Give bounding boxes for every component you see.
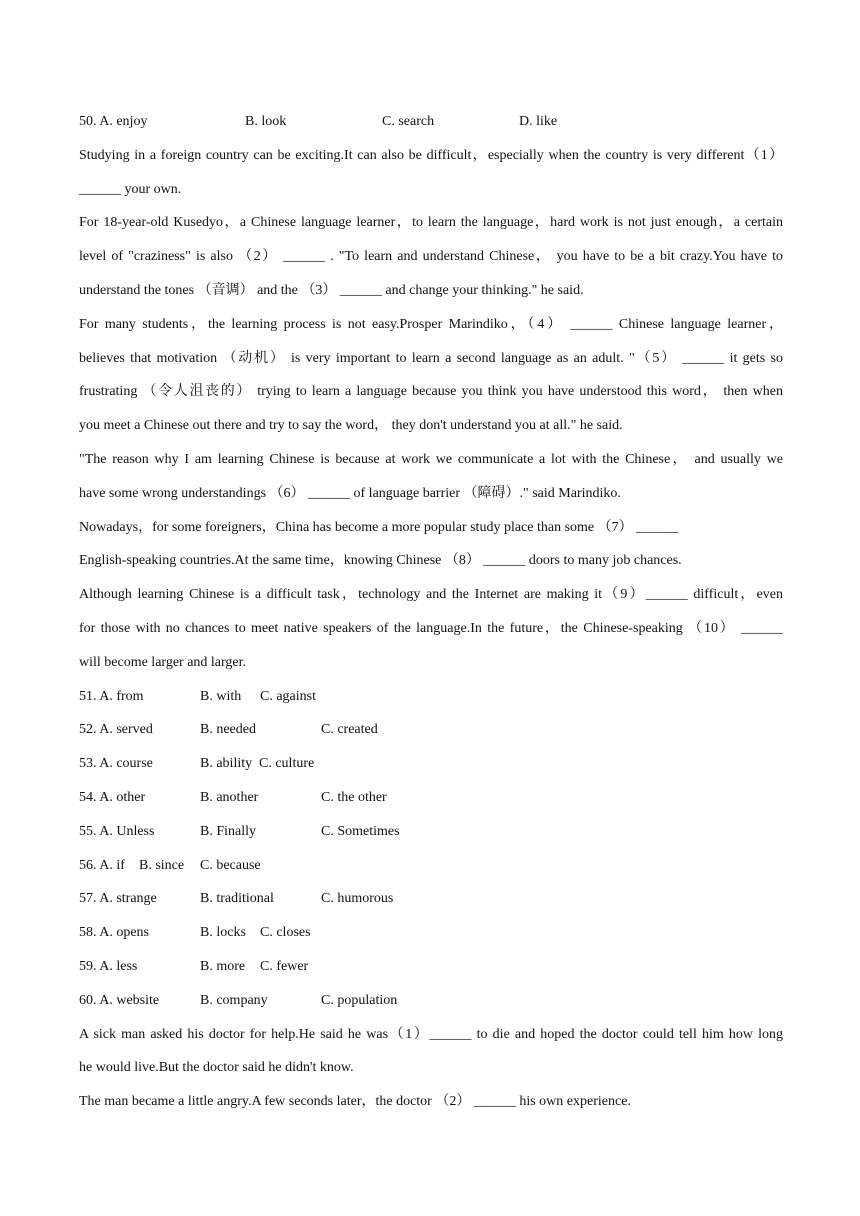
option-c: C. humorous [321, 891, 394, 907]
question-53-options [79, 752, 783, 786]
passage-line: For many students，the learning process is not easy.Prosper Marindiko，（4） ______ Chinese language learner， [79, 316, 783, 332]
option-a: 56. A. if [79, 857, 125, 873]
option-c: C. culture [259, 756, 315, 772]
passage-line: understand the tones （音调） and the （3） ______ and change your thinking." he said. [79, 282, 584, 298]
question-60-options [79, 989, 783, 1023]
passage-line: A sick man asked his doctor for help.He said he was（1）______ to die and hoped the doctor could tell him how long [79, 1026, 783, 1042]
passage-line: The man became a little angry.A few seconds later，the doctor （2） ______ his own experience. [79, 1094, 631, 1110]
option-a: 54. A. other [79, 789, 146, 805]
option-c: C. Sometimes [321, 823, 400, 839]
option-d: D. like [519, 114, 558, 129]
passage-line: "The reason why I am learning Chinese is because at work we communicate a lot with the Chinese， and usually we [79, 451, 783, 467]
passage-line: will become larger and larger. [79, 654, 247, 670]
passage-line: English-speaking countries.At the same time，knowing Chinese （8） ______ doors to many job chances. [79, 553, 682, 569]
question-56-options [79, 854, 783, 888]
passage-line: he would live.But the doctor said he didn't know. [79, 1060, 354, 1076]
passage-line: Studying in a foreign country can be exciting.It can also be difficult，especially when the country is very different（1） [79, 147, 783, 163]
option-a: 59. A. less [79, 958, 138, 974]
passage-line: Although learning Chinese is a difficult task，technology and the Internet are making it（9）______ difficult，even [79, 587, 783, 603]
passage-line: believes that motivation （动机） is very important to learn a second language as an adult. "（5） ______ it gets so [79, 350, 783, 366]
option-a: 58. A. opens [79, 925, 149, 941]
option-b: B. needed [200, 722, 256, 738]
question-58-options [79, 921, 783, 955]
option-b: B. traditional [200, 891, 274, 907]
question-55-options [79, 820, 783, 854]
passage-line: you meet a Chinese out there and try to say the word， they don't understand you at all." he said. [79, 418, 623, 434]
passage-line: Nowadays，for some foreigners，China has become a more popular study place than some （7） ______ [79, 519, 679, 535]
option-a: 51. A. from [79, 688, 144, 704]
option-b: B. company [200, 992, 268, 1008]
passage-line: frustrating （令人沮丧的） trying to learn a language because you think you have understood this word， then when [79, 384, 783, 400]
option-a: 55. A. Unless [79, 823, 155, 839]
option-a: 52. A. served [79, 722, 153, 738]
question-50-options [79, 110, 783, 144]
option-a: 50. A. enjoy [79, 114, 148, 129]
option-b: B. with [200, 688, 242, 704]
question-52-options [79, 718, 783, 752]
option-a: 57. A. strange [79, 891, 157, 907]
option-c: C. the other [321, 789, 387, 805]
option-a: 60. A. website [79, 992, 160, 1008]
option-c: C. fewer [260, 958, 309, 974]
option-a: 53. A. course [79, 756, 153, 772]
passage-line: have some wrong understandings （6） ______ of language barrier （障碍）." said Marindiko. [79, 485, 621, 501]
option-c: C. population [321, 992, 398, 1008]
option-c: C. because [200, 857, 261, 873]
option-b: B. ability [200, 756, 253, 772]
option-b: B. locks [200, 925, 246, 941]
option-c: C. closes [260, 925, 311, 941]
question-59-options [79, 955, 783, 989]
passage-line: ______ your own. [79, 181, 182, 197]
question-57-options [79, 887, 783, 921]
option-b: B. since [139, 857, 185, 873]
option-c: C. search [382, 114, 435, 129]
option-b: B. look [245, 114, 287, 129]
option-c: C. against [260, 688, 316, 704]
option-c: C. created [321, 722, 378, 738]
document-content [79, 110, 783, 1124]
question-54-options [79, 786, 783, 820]
passage-line: For 18-year-old Kusedyo，a Chinese language learner，to learn the language，hard work is not just enough，a certain [79, 215, 783, 231]
option-b: B. more [200, 958, 246, 974]
option-b: B. another [200, 789, 259, 805]
passage-line: level of "craziness" is also （2） ______ . "To learn and understand Chinese， you have to be a bit crazy.You have to [79, 249, 783, 265]
option-b: B. Finally [200, 823, 257, 839]
question-51-options [79, 685, 783, 719]
passage-line: for those with no chances to meet native speakers of the language.In the future，the Chinese-speaking （10） ______ [79, 620, 783, 636]
